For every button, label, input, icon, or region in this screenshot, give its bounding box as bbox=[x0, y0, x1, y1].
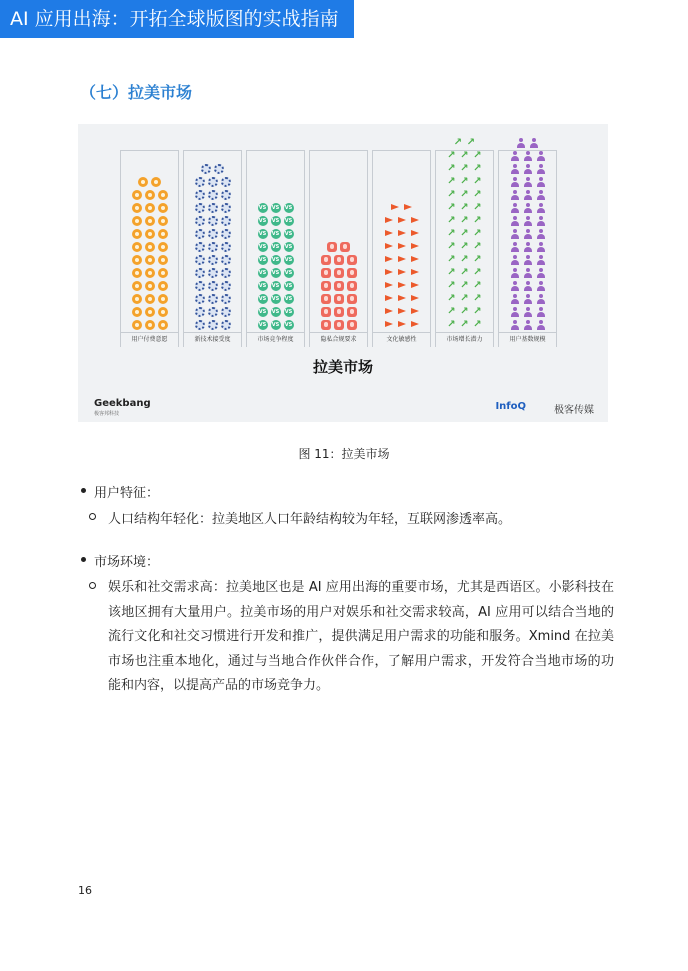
column-payment-willingness bbox=[120, 150, 179, 347]
sub-item-young-population: 人口结构年轻化：拉美地区人口年龄结构较为年轻，互联网渗透率高。 bbox=[108, 512, 512, 527]
coin-icon bbox=[132, 268, 142, 278]
person-icon bbox=[536, 307, 546, 317]
coin-icon bbox=[132, 229, 142, 239]
gear-icon bbox=[221, 294, 231, 304]
arrow-up-icon: ↗ bbox=[447, 214, 456, 226]
coin-icon bbox=[145, 229, 155, 239]
icon-grid bbox=[499, 136, 556, 331]
gear-icon bbox=[221, 268, 231, 278]
hand-icon bbox=[347, 255, 357, 265]
flag-icon bbox=[384, 320, 394, 330]
vs-icon: VS bbox=[271, 243, 280, 250]
person-icon bbox=[536, 255, 546, 265]
flag-icon bbox=[403, 203, 413, 213]
figure-footer bbox=[78, 392, 608, 422]
gear-icon bbox=[195, 307, 205, 317]
hand-icon bbox=[334, 307, 344, 317]
person-icon bbox=[529, 138, 539, 148]
gear-icon bbox=[208, 203, 218, 213]
person-icon bbox=[523, 320, 533, 330]
person-icon bbox=[510, 164, 520, 174]
gear-icon bbox=[221, 190, 231, 200]
person-icon bbox=[536, 242, 546, 252]
gear-icon bbox=[221, 281, 231, 291]
column-label: 用户付费意愿 bbox=[120, 332, 179, 347]
figure-title: 拉美市场 bbox=[312, 358, 373, 376]
vs-icon: VS bbox=[258, 308, 267, 315]
column-label: 市场增长潜力 bbox=[435, 332, 494, 347]
coin-icon bbox=[145, 216, 155, 226]
coin-icon bbox=[132, 281, 142, 291]
hand-icon bbox=[321, 268, 331, 278]
person-icon bbox=[523, 281, 533, 291]
flag-icon bbox=[410, 255, 420, 265]
coin-icon bbox=[158, 203, 168, 213]
column-label: 用户基数规模 bbox=[498, 332, 557, 347]
person-icon bbox=[536, 216, 546, 226]
vs-icon: VS bbox=[271, 295, 280, 302]
coin-icon bbox=[145, 294, 155, 304]
hand-icon bbox=[347, 307, 357, 317]
person-icon bbox=[510, 268, 520, 278]
geekbang-logo-subtitle: 极客邦科技 bbox=[94, 411, 120, 417]
flag-icon bbox=[384, 294, 394, 304]
coin-icon bbox=[145, 203, 155, 213]
arrow-up-icon: ↗ bbox=[473, 305, 482, 317]
gear-icon bbox=[208, 190, 218, 200]
coin-icon bbox=[151, 177, 161, 187]
vs-icon: VS bbox=[271, 321, 280, 328]
flag-icon bbox=[397, 307, 407, 317]
hand-icon bbox=[347, 320, 357, 330]
coin-icon bbox=[158, 216, 168, 226]
flag-icon bbox=[384, 255, 394, 265]
arrow-up-icon: ↗ bbox=[473, 266, 482, 278]
gear-icon bbox=[221, 216, 231, 226]
flag-icon bbox=[397, 229, 407, 239]
hand-icon bbox=[321, 255, 331, 265]
gear-icon bbox=[221, 177, 231, 187]
vs-icon: VS bbox=[258, 230, 267, 237]
hand-icon bbox=[321, 294, 331, 304]
gear-icon bbox=[195, 242, 205, 252]
flag-icon bbox=[384, 229, 394, 239]
arrow-up-icon: ↗ bbox=[447, 162, 456, 174]
gear-icon bbox=[221, 242, 231, 252]
coin-icon bbox=[158, 268, 168, 278]
vs-icon: VS bbox=[271, 204, 280, 211]
arrow-up-icon: ↗ bbox=[460, 227, 469, 239]
arrow-up-icon: ↗ bbox=[453, 136, 463, 148]
vs-icon: VS bbox=[271, 269, 280, 276]
figure-caption: 图 11：拉美市场 bbox=[298, 447, 390, 461]
vs-icon: VS bbox=[258, 204, 267, 211]
vs-icon: VS bbox=[258, 243, 267, 250]
vs-icon: VS bbox=[271, 256, 280, 263]
gear-icon bbox=[208, 307, 218, 317]
coin-icon bbox=[132, 255, 142, 265]
arrow-up-icon: ↗ bbox=[473, 175, 482, 187]
gear-icon bbox=[208, 320, 218, 330]
infoq-logo-cn: 极客传媒 bbox=[554, 405, 594, 416]
list-item-market-environment: 市场环境： bbox=[94, 555, 160, 570]
person-icon bbox=[510, 294, 520, 304]
coin-icon bbox=[145, 281, 155, 291]
person-icon bbox=[536, 190, 546, 200]
arrow-up-icon: ↗ bbox=[473, 279, 482, 291]
gear-icon bbox=[195, 216, 205, 226]
gear-icon bbox=[195, 294, 205, 304]
vs-icon: VS bbox=[258, 295, 267, 302]
person-icon bbox=[523, 268, 533, 278]
hand-icon bbox=[334, 294, 344, 304]
hand-icon bbox=[340, 242, 350, 252]
arrow-up-icon: ↗ bbox=[460, 162, 469, 174]
hand-icon bbox=[327, 242, 337, 252]
person-icon bbox=[510, 320, 520, 330]
arrow-up-icon: ↗ bbox=[473, 188, 482, 200]
person-icon bbox=[536, 281, 546, 291]
coin-icon bbox=[158, 320, 168, 330]
coin-icon bbox=[132, 203, 142, 213]
gear-icon bbox=[195, 190, 205, 200]
gear-icon bbox=[195, 281, 205, 291]
vs-icon: VS bbox=[284, 204, 293, 211]
arrow-up-icon: ↗ bbox=[460, 240, 469, 252]
vs-icon: VS bbox=[258, 217, 267, 224]
arrow-up-icon: ↗ bbox=[473, 162, 482, 174]
person-icon bbox=[536, 268, 546, 278]
vs-icon: VS bbox=[284, 217, 293, 224]
flag-icon bbox=[397, 216, 407, 226]
person-icon bbox=[536, 177, 546, 187]
arrow-up-icon: ↗ bbox=[473, 292, 482, 304]
person-icon bbox=[523, 307, 533, 317]
flag-icon bbox=[410, 268, 420, 278]
vs-icon: VS bbox=[284, 282, 293, 289]
arrow-up-icon: ↗ bbox=[447, 175, 456, 187]
coin-icon bbox=[132, 190, 142, 200]
arrow-up-icon: ↗ bbox=[460, 214, 469, 226]
column-label: 市场竞争程度 bbox=[246, 332, 305, 347]
gear-icon bbox=[221, 203, 231, 213]
flag-icon bbox=[390, 203, 400, 213]
arrow-up-icon: ↗ bbox=[460, 253, 469, 265]
person-icon bbox=[536, 294, 546, 304]
arrow-up-icon: ↗ bbox=[447, 227, 456, 239]
arrow-up-icon: ↗ bbox=[473, 240, 482, 252]
coin-icon bbox=[145, 320, 155, 330]
gear-icon bbox=[208, 229, 218, 239]
icon-grid bbox=[373, 201, 430, 331]
arrow-up-icon: ↗ bbox=[473, 253, 482, 265]
gear-icon bbox=[221, 307, 231, 317]
person-icon bbox=[510, 216, 520, 226]
arrow-up-icon: ↗ bbox=[473, 201, 482, 213]
arrow-up-icon: ↗ bbox=[447, 292, 456, 304]
flag-icon bbox=[410, 216, 420, 226]
arrow-up-icon: ↗ bbox=[460, 279, 469, 291]
person-icon bbox=[523, 203, 533, 213]
gear-icon bbox=[208, 294, 218, 304]
hand-icon bbox=[347, 281, 357, 291]
section-heading: （七）拉美市场 bbox=[80, 83, 193, 102]
arrow-up-icon: ↗ bbox=[447, 253, 456, 265]
hand-icon bbox=[334, 320, 344, 330]
gear-icon bbox=[195, 255, 205, 265]
person-icon bbox=[536, 229, 546, 239]
gear-icon bbox=[208, 255, 218, 265]
flag-icon bbox=[397, 294, 407, 304]
vs-icon: VS bbox=[284, 230, 293, 237]
arrow-up-icon: ↗ bbox=[447, 201, 456, 213]
person-icon bbox=[523, 255, 533, 265]
person-icon bbox=[536, 151, 546, 161]
person-icon bbox=[536, 203, 546, 213]
arrow-up-icon: ↗ bbox=[460, 266, 469, 278]
coin-icon bbox=[145, 255, 155, 265]
arrow-up-icon: ↗ bbox=[460, 175, 469, 187]
coin-icon bbox=[132, 242, 142, 252]
flag-icon bbox=[397, 255, 407, 265]
arrow-up-icon: ↗ bbox=[473, 318, 482, 330]
bullet-dot bbox=[81, 488, 86, 493]
person-icon bbox=[516, 138, 526, 148]
vs-icon: VS bbox=[271, 230, 280, 237]
gear-icon bbox=[195, 268, 205, 278]
vs-icon: VS bbox=[284, 321, 293, 328]
gear-icon bbox=[201, 164, 211, 174]
icon-grid bbox=[310, 240, 367, 331]
sub-bullet-circle bbox=[89, 513, 96, 520]
hand-icon bbox=[347, 294, 357, 304]
arrow-up-icon: ↗ bbox=[447, 266, 456, 278]
person-icon bbox=[523, 177, 533, 187]
gear-icon bbox=[195, 320, 205, 330]
gear-icon bbox=[221, 255, 231, 265]
coin-icon bbox=[158, 281, 168, 291]
vs-icon: VS bbox=[284, 243, 293, 250]
coin-icon bbox=[158, 294, 168, 304]
page-number: 16 bbox=[78, 884, 92, 897]
arrow-up-icon: ↗ bbox=[460, 292, 469, 304]
gear-icon bbox=[208, 268, 218, 278]
gear-icon bbox=[195, 177, 205, 187]
vs-icon: VS bbox=[284, 295, 293, 302]
sub-item-entertainment-social: 娱乐和社交需求高：拉美地区也是 AI 应用出海的重要市场，尤其是西语区。小影科技在该地区拥有大量用户。拉美市场的用户对娱乐和社交需求较高，AI 应用可以结合当地的流行文化和社交习惯进行开发和推广，提供满足用户需求的功能和服务。Xmind 在拉美市场也注重本地化，通过与当地合作伙伴合作，了解用户需求，开发符合当地市场的功能和内容，以提高产品的市场竞争力。 bbox=[108, 580, 614, 693]
person-icon bbox=[536, 320, 546, 330]
icon-grid bbox=[247, 201, 304, 331]
flag-icon bbox=[397, 281, 407, 291]
coin-icon bbox=[158, 229, 168, 239]
flag-icon bbox=[410, 307, 420, 317]
column-tech-acceptance bbox=[183, 150, 242, 347]
person-icon bbox=[510, 203, 520, 213]
flag-icon bbox=[410, 229, 420, 239]
person-icon bbox=[510, 307, 520, 317]
arrow-up-icon: ↗ bbox=[460, 201, 469, 213]
coin-icon bbox=[132, 320, 142, 330]
vs-icon: VS bbox=[284, 308, 293, 315]
column-privacy-compliance bbox=[309, 150, 368, 347]
figure-columns bbox=[120, 136, 561, 370]
flag-icon bbox=[410, 294, 420, 304]
coin-icon bbox=[158, 190, 168, 200]
gear-icon bbox=[195, 203, 205, 213]
flag-icon bbox=[397, 320, 407, 330]
gear-icon bbox=[221, 320, 231, 330]
flag-icon bbox=[384, 281, 394, 291]
coin-icon bbox=[145, 242, 155, 252]
vs-icon: VS bbox=[258, 282, 267, 289]
arrow-up-icon: ↗ bbox=[447, 240, 456, 252]
arrow-up-icon: ↗ bbox=[460, 188, 469, 200]
arrow-up-icon: ↗ bbox=[473, 149, 482, 161]
coin-icon bbox=[145, 268, 155, 278]
hand-icon bbox=[321, 320, 331, 330]
hand-icon bbox=[347, 268, 357, 278]
person-icon bbox=[523, 242, 533, 252]
gear-icon bbox=[208, 242, 218, 252]
hand-icon bbox=[334, 281, 344, 291]
list-item-user-traits: 用户特征： bbox=[94, 486, 160, 501]
coin-icon bbox=[158, 255, 168, 265]
column-label: 隐私合规要求 bbox=[309, 332, 368, 347]
arrow-up-icon: ↗ bbox=[460, 318, 469, 330]
gear-icon bbox=[208, 177, 218, 187]
gear-icon bbox=[221, 229, 231, 239]
person-icon bbox=[510, 190, 520, 200]
arrow-up-icon: ↗ bbox=[473, 214, 482, 226]
vs-icon: VS bbox=[258, 321, 267, 328]
hand-icon bbox=[334, 268, 344, 278]
infoq-logo: InfoQ bbox=[495, 401, 526, 412]
coin-icon bbox=[138, 177, 148, 187]
arrow-up-icon: ↗ bbox=[473, 227, 482, 239]
person-icon bbox=[510, 151, 520, 161]
column-label: 新技术接受度 bbox=[183, 332, 242, 347]
sub-bullet-circle bbox=[89, 582, 96, 589]
column-user-base bbox=[498, 150, 557, 347]
person-icon bbox=[523, 294, 533, 304]
icon-grid bbox=[121, 175, 178, 331]
coin-icon bbox=[145, 307, 155, 317]
gear-icon bbox=[214, 164, 224, 174]
person-icon bbox=[523, 216, 533, 226]
column-growth-potential bbox=[435, 136, 494, 347]
arrow-up-icon: ↗ bbox=[447, 188, 456, 200]
hand-icon bbox=[334, 255, 344, 265]
person-icon bbox=[510, 281, 520, 291]
person-icon bbox=[510, 229, 520, 239]
person-icon bbox=[510, 177, 520, 187]
geekbang-logo: Geekbang bbox=[94, 398, 151, 409]
person-icon bbox=[523, 190, 533, 200]
arrow-up-icon: ↗ bbox=[447, 318, 456, 330]
coin-icon bbox=[158, 242, 168, 252]
column-competition bbox=[246, 150, 305, 347]
gear-icon bbox=[208, 281, 218, 291]
flag-icon bbox=[384, 307, 394, 317]
arrow-up-icon: ↗ bbox=[447, 279, 456, 291]
coin-icon bbox=[132, 307, 142, 317]
coin-icon bbox=[145, 190, 155, 200]
coin-icon bbox=[132, 294, 142, 304]
vs-icon: VS bbox=[258, 269, 267, 276]
icon-grid bbox=[184, 162, 241, 331]
person-icon bbox=[536, 164, 546, 174]
arrow-up-icon: ↗ bbox=[447, 149, 456, 161]
column-label: 文化敏感性 bbox=[372, 332, 431, 347]
flag-icon bbox=[410, 242, 420, 252]
person-icon bbox=[523, 229, 533, 239]
arrow-up-icon: ↗ bbox=[460, 149, 469, 161]
hand-icon bbox=[321, 281, 331, 291]
flag-icon bbox=[410, 281, 420, 291]
person-icon bbox=[510, 242, 520, 252]
vs-icon: VS bbox=[258, 256, 267, 263]
hand-icon bbox=[321, 307, 331, 317]
person-icon bbox=[523, 151, 533, 161]
coin-icon bbox=[158, 307, 168, 317]
column-cultural-sensitivity bbox=[372, 150, 431, 347]
vs-icon: VS bbox=[284, 256, 293, 263]
person-icon bbox=[523, 164, 533, 174]
flag-icon bbox=[410, 320, 420, 330]
gear-icon bbox=[208, 216, 218, 226]
coin-icon bbox=[132, 216, 142, 226]
person-icon bbox=[510, 255, 520, 265]
vs-icon: VS bbox=[271, 217, 280, 224]
vs-icon: VS bbox=[271, 308, 280, 315]
vs-icon: VS bbox=[284, 269, 293, 276]
vs-icon: VS bbox=[271, 282, 280, 289]
flag-icon bbox=[397, 242, 407, 252]
flag-icon bbox=[384, 268, 394, 278]
arrow-up-icon: ↗ bbox=[447, 305, 456, 317]
bullet-dot bbox=[81, 557, 86, 562]
figure-latam-market bbox=[78, 124, 608, 422]
arrow-up-icon: ↗ bbox=[460, 305, 469, 317]
icon-grid bbox=[436, 136, 493, 331]
gear-icon bbox=[195, 229, 205, 239]
flag-icon bbox=[384, 216, 394, 226]
header-title: AI 应用出海：开拓全球版图的实战指南 bbox=[0, 0, 354, 38]
flag-icon bbox=[397, 268, 407, 278]
arrow-up-icon: ↗ bbox=[466, 136, 476, 148]
flag-icon bbox=[384, 242, 394, 252]
